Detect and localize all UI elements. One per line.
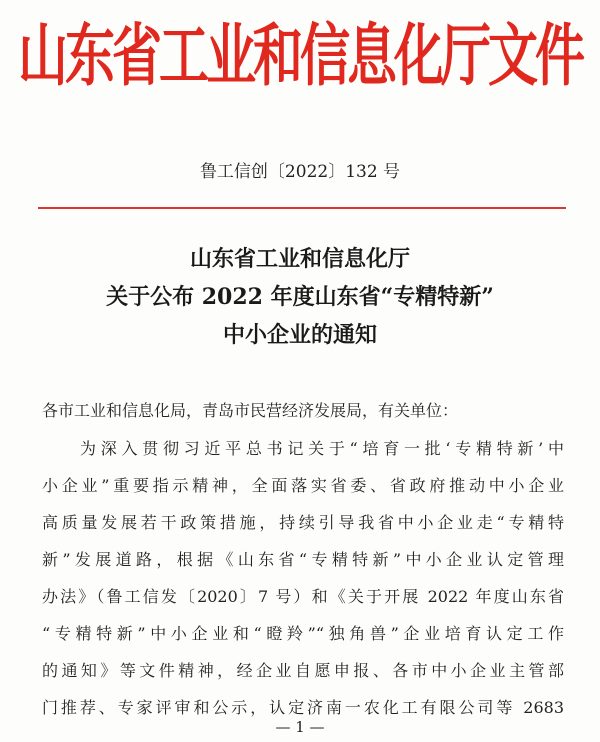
page-number: — 1 — <box>275 718 325 736</box>
paragraph-line: “专精特新”中小企业和“瞪羚”“独角兽”企业培育认定工作 <box>42 624 564 643</box>
paragraph-line: 为深入贯彻习近平总书记关于“培育一批‘专精特新’中 <box>80 439 564 458</box>
red-divider <box>38 207 566 209</box>
paragraph-line: 新”发展道路，根据《山东省“专精特新”中小企业认定管理 <box>42 550 564 569</box>
paragraph-line: 办法》（鲁工信发〔2020〕7 号）和《关于开展 2022 年度山东省 <box>42 587 564 606</box>
title-line-2: 关于公布 2022 年度山东省“专精特新” <box>106 284 494 310</box>
document-number: 鲁工信创〔2022〕132 号 <box>199 162 401 182</box>
paragraph-line: 小企业”重要指示精神，全面落实省委、省政府推动中小企业 <box>42 476 564 495</box>
issuer-header: 山东省工业和信息化厅文件 <box>18 15 582 96</box>
document-body <box>42 392 564 726</box>
paragraph-line: 高质量发展若干政策措施，持续引导我省中小企业走“专精特 <box>42 513 564 532</box>
paragraph-line: 门推荐、专家评审和公示，认定济南一农化工有限公司等 2683 <box>42 698 564 717</box>
paragraph-line: 的通知》等文件精神，经企业自愿申报、各市中小企业主管部 <box>42 661 564 680</box>
salutation: 各市工业和信息化局，青岛市民营经济发展局，有关单位： <box>42 401 459 420</box>
title-line-1: 山东省工业和信息化厅 <box>189 246 410 272</box>
title-line-3: 中小企业的通知 <box>222 322 377 348</box>
document-title <box>0 240 600 354</box>
